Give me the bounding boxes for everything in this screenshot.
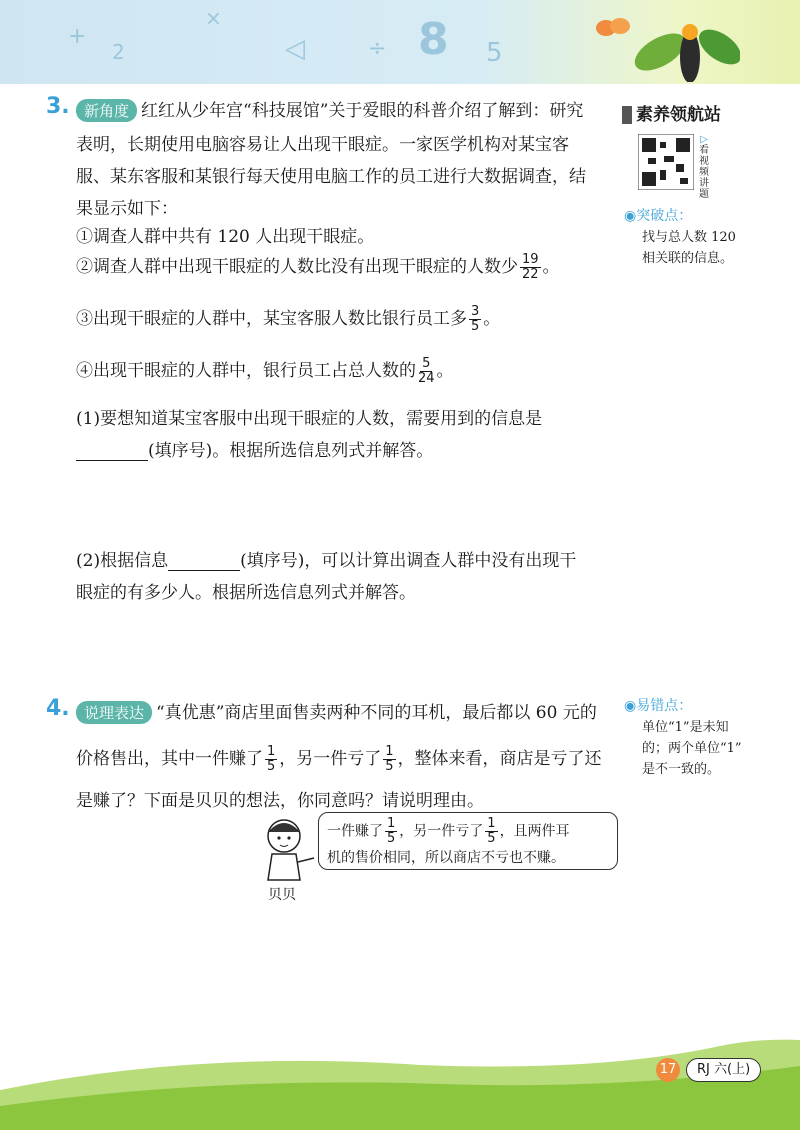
q3-part-1-text: (填序号)。根据所选信息列式并解答。	[148, 441, 434, 461]
play-icon: ▷	[700, 134, 708, 145]
q3-info-2-text: ②调查人群中出现干眼症的人数比没有出现干眼症的人数少	[76, 257, 518, 277]
q3-part-2-line: 眼症的有多少人。根据所选信息列式并解答。	[76, 583, 416, 603]
beibei-illustration	[258, 814, 318, 884]
triangle-decoration: ◁	[285, 34, 305, 64]
q4-text: “真优惠”商店里面售卖两种不同的耳机，最后都以 60 元的	[156, 703, 597, 723]
character-name: 贝贝	[268, 887, 296, 903]
fraction-denominator: 22	[522, 267, 539, 282]
fraction-numerator: 1	[387, 816, 396, 831]
fraction-numerator: 1	[385, 744, 394, 759]
q4-tag: 说理表达	[76, 701, 152, 724]
q3-part-2-text: (填序号)，可以计算出调查人群中没有出现干	[240, 551, 577, 571]
breakthrough-label: 突破点：	[636, 208, 693, 224]
fraction-numerator: 3	[471, 304, 480, 319]
q3-part-2-text: (2)根据信息	[76, 551, 169, 571]
fraction-denominator: 5	[387, 831, 396, 846]
fraction	[383, 745, 395, 774]
q4-text: ，另一件亏了	[279, 749, 382, 769]
plus-symbol-decoration: +	[68, 24, 87, 49]
q3-intro-text: 红红从少年宫“科技展馆”关于爱眼的科普介绍了解到：研究	[141, 101, 584, 121]
question-4-number: 4.	[46, 696, 70, 721]
q3-part-1: (1)要想知道某宝客服中出现干眼症的人数，需要用到的信息是	[76, 409, 543, 429]
q3-intro-line	[76, 96, 583, 122]
leaves-illustration	[630, 2, 740, 82]
digit-decoration: 8	[418, 14, 449, 65]
fraction-denominator: 5	[471, 319, 480, 334]
fraction-numerator: 19	[522, 252, 539, 267]
q3-info-3-text: ③出现干眼症的人群中，某宝客服人数比银行员工多	[76, 309, 467, 329]
mistake-label: 易错点：	[636, 698, 693, 714]
answer-blank[interactable]	[168, 554, 240, 571]
question-3-number: 3.	[46, 94, 70, 119]
bullet-icon: ◉	[624, 698, 637, 714]
fraction	[469, 305, 481, 334]
fraction-denominator: 5	[267, 759, 276, 774]
fraction	[520, 253, 541, 282]
qr-caption-char: 频	[699, 167, 709, 178]
q3-intro-line: 服、某东客服和某银行每天使用电脑工作的员工进行大数据调查，结	[76, 167, 586, 187]
times-symbol-decoration: ×	[205, 6, 222, 30]
q4-text: 价格售出，其中一件赚了	[76, 749, 263, 769]
fraction	[418, 357, 435, 386]
lighthouse-icon	[622, 106, 632, 124]
qr-caption-char: 看	[699, 145, 709, 156]
q3-info-2: ②调查人群中出现干眼症的人数比没有出现干眼症的人数少 $\frac{19}{22}$ 。	[76, 252, 560, 282]
fraction-numerator: 1	[487, 816, 496, 831]
book-label: RJ 六(上)	[686, 1058, 761, 1082]
q3-part-2	[76, 546, 576, 571]
bullet-icon: ◉	[624, 208, 637, 224]
q4-line-2	[76, 744, 602, 774]
mistake-line: 的；两个单位“1”	[642, 741, 742, 756]
digit-decoration: 5	[486, 38, 503, 68]
page-number: 17	[656, 1058, 680, 1082]
q3-intro-line: 果显示如下：	[76, 199, 178, 219]
breakthrough-note	[624, 206, 736, 269]
breakthrough-line: 找与总人数 120	[642, 230, 736, 245]
speech-text: ，且两件耳	[499, 823, 570, 840]
mistake-line: 单位“1”是未知	[642, 720, 729, 735]
qr-caption	[698, 134, 710, 200]
fraction-numerator: 5	[422, 356, 431, 371]
page-header-banner	[0, 0, 800, 84]
qr-code[interactable]	[638, 134, 694, 190]
speech-text: ，另一件亏了	[399, 823, 484, 840]
footer-grass-band	[0, 1010, 800, 1130]
mistake-note	[624, 696, 742, 780]
speech-text: 一件赚了	[327, 823, 383, 840]
fraction-numerator: 1	[267, 744, 276, 759]
q3-tag: 新角度	[76, 99, 137, 122]
divide-symbol-decoration: ÷	[368, 36, 387, 61]
fraction	[385, 817, 397, 846]
q3-info-4-text: ④出现干眼症的人群中，银行员工占总人数的	[76, 361, 416, 381]
mistake-line: 是不一致的。	[642, 762, 721, 777]
q3-info-4: ④出现干眼症的人群中，银行员工占总人数的 $\frac{5}{24}$ 。	[76, 356, 454, 386]
fraction	[265, 745, 277, 774]
q3-info-3: ③出现干眼症的人群中，某宝客服人数比银行员工多 $\frac{3}{5}$ 。	[76, 304, 501, 334]
speech-bubble	[318, 812, 618, 870]
fraction-denominator: 5	[487, 831, 496, 846]
qr-caption-char: 题	[699, 189, 709, 200]
sidebar-title: 素养领航站	[622, 100, 721, 125]
fraction	[485, 817, 497, 846]
digit-decoration: 2	[112, 40, 125, 64]
q3-info-1: ①调查人群中共有 120 人出现干眼症。	[76, 227, 375, 247]
qr-caption-char: 讲	[699, 178, 709, 189]
butterfly-icon	[596, 14, 632, 44]
speech-line: 机的售价相同，所以商店不亏也不赚。	[327, 850, 565, 866]
q3-part-1-answer-line	[76, 436, 433, 461]
q4-line-3: 是赚了？下面是贝贝的想法，你同意吗？请说明理由。	[76, 791, 484, 811]
breakthrough-line: 相关联的信息。	[642, 251, 734, 266]
qr-caption-char: 视	[699, 156, 709, 167]
q3-intro-line: 表明，长期使用电脑容易让人出现干眼症。一家医学机构对某宝客	[76, 135, 569, 155]
fraction-denominator: 5	[385, 759, 394, 774]
q4-text: ，整体来看，商店是亏了还	[397, 749, 602, 769]
speech-line	[327, 817, 609, 846]
fraction-denominator: 24	[418, 371, 435, 386]
answer-blank[interactable]	[76, 444, 148, 461]
q4-line-1	[76, 698, 597, 724]
